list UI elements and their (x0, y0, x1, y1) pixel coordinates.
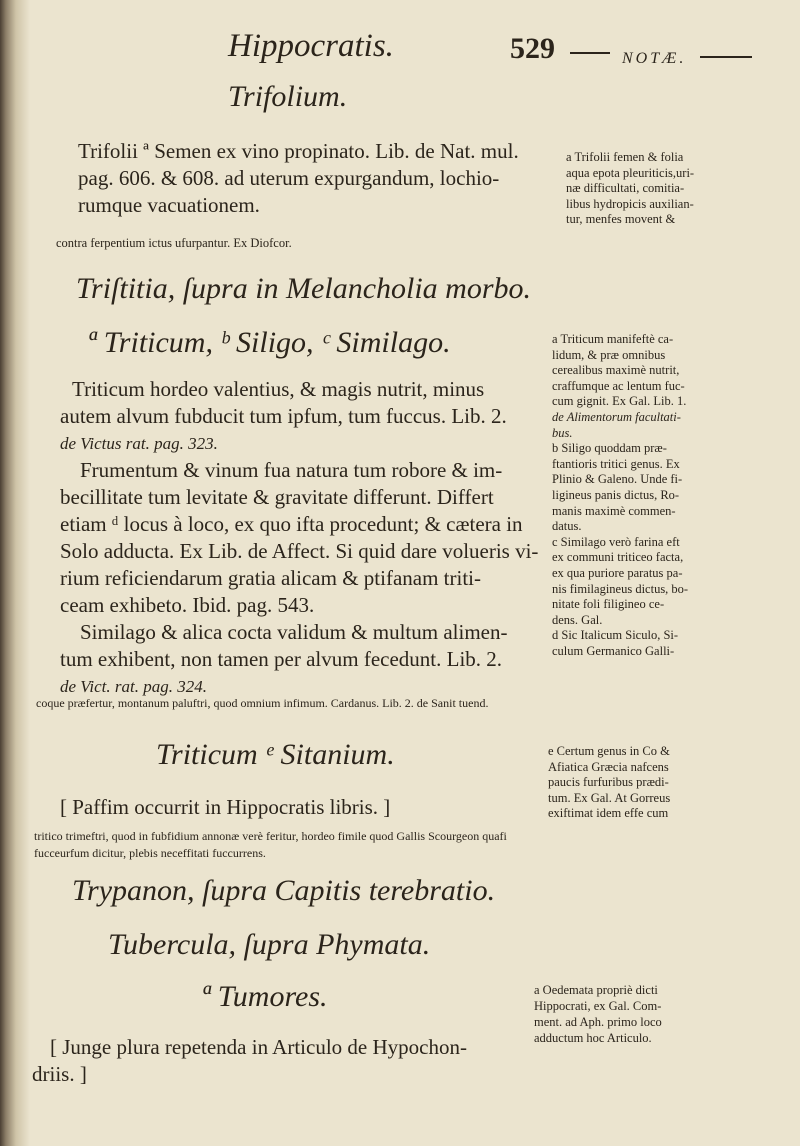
footnote-continuation-triticum: coque præfertur, montanum paluftri, quod omnium infimum. Cardanus. Lib. 2. de Sanit tuend. (36, 696, 489, 710)
note-line: a Oedemata propriè dicti (534, 983, 658, 997)
body-line: Triticum hordeo valentius, & magis nutrit, minus (72, 377, 485, 401)
body-line: etiam ᵈ locus à loco, ex quo ifta procedunt; & cætera in (60, 512, 523, 536)
body-line: Frumentum & vinum fua natura tum robore & im- (80, 458, 503, 482)
running-title: Hippocratis. (228, 28, 394, 64)
entry-body-triticum-sitanium: [ Paffim occurrit in Hippocratis libris. ] (60, 795, 391, 819)
body-line: becillitate tum levitate & gravitate differunt. Differt (60, 485, 494, 509)
side-note-sitanium (548, 744, 670, 822)
note-line: a Trifolii femen & folia (566, 150, 684, 164)
note-line: Hippocrati, ex Gal. Com- (534, 999, 662, 1013)
note-line: adductum hoc Articulo. (534, 1031, 652, 1045)
note-line: manis maximè commen- (552, 503, 676, 518)
entry-title-triticum-sitanium: Triticum ᵉ Sitanium. (156, 738, 395, 771)
note-line: cerealibus maximè nutrit, (552, 363, 680, 378)
note-line: nis fimilagineus dictus, bo- (552, 581, 689, 596)
entry-body-triticum (60, 376, 538, 700)
body-line: autem alvum fubducit tum ipfum, tum fuccus. Lib. 2. (60, 404, 507, 428)
entry-body-trifolium (78, 138, 519, 219)
note-line: næ difficultati, comitia- (566, 181, 685, 196)
note-line: dens. Gal. (552, 612, 603, 627)
footnote-continuation-sitanium (34, 828, 507, 862)
note-line: tum. Ex Gal. At Gorreus (548, 790, 671, 805)
note-line: bus. (552, 425, 573, 440)
entry-title-trypanon: Trypanon, ſupra Capitis terebratio. (72, 874, 496, 907)
entry-body-tumores (32, 1034, 467, 1088)
note-line: aqua epota pleuriticis,uri- (566, 165, 695, 180)
note-line: craffumque ac lentum fuc- (552, 378, 685, 393)
note-line: libus hydropicis auxilian- (566, 196, 694, 211)
note-line: Afiatica Græcia nafcens (548, 759, 669, 774)
note-line: culum Germanico Galli- (552, 643, 675, 658)
entry-title-tumores: ª Tumores. (202, 980, 328, 1013)
body-line: Similago & alica cocta validum & multum alimen- (80, 620, 508, 644)
entry-title-triticum: ª Triticum, ᵇ Siligo, ᶜ Similago. (88, 326, 451, 359)
footnote-continuation-trifolium: contra ferpentium ictus ufurpantur. Ex Diofcor. (56, 236, 292, 250)
header-rule-left (570, 52, 610, 54)
note-line: ftantioris tritici genus. Ex (552, 456, 680, 471)
note-line: ligineus panis dictus, Ro- (552, 487, 680, 502)
body-line: driis. ] (32, 1062, 87, 1086)
note-line: ex communi triticeo facta, (552, 550, 684, 565)
note-line: ment. ad Aph. primo loco (534, 1015, 662, 1029)
note-line: Plinio & Galeno. Unde fi- (552, 472, 683, 487)
note-line: ex qua puriore paratus pa- (552, 565, 683, 580)
book-gutter-shadow (0, 0, 30, 1146)
note-line: c Similago verò farina eft (552, 534, 680, 549)
note-line: a Triticum manifeftè ca- (552, 332, 674, 346)
body-line: rium reficiendarum gratia alicam & ptifanam triti- (60, 566, 481, 590)
page-number: 529 (510, 32, 555, 65)
body-line: [ Junge plura repetenda in Articulo de Hypochon- (50, 1035, 467, 1059)
side-note-triticum (552, 332, 688, 659)
note-line: b Siligo quoddam præ- (552, 441, 667, 456)
note-line: datus. (552, 519, 582, 534)
body-line: tum exhibent, non tamen per alvum fecedunt. Lib. 2. (60, 647, 503, 671)
note-line: de Alimentorum facultati- (552, 409, 681, 424)
body-line: ceam exhibeto. Ibid. pag. 543. (60, 593, 315, 617)
footnote-line: fucceurfum dicitur, plebis neceffitati fuccurrens. (34, 846, 266, 860)
notae-label: NOTÆ. (622, 50, 687, 67)
body-line: Solo adducta. Ex Lib. de Affect. Si quid dare volueris vi- (60, 539, 539, 563)
body-line: rumque vacuationem. (78, 193, 260, 217)
side-note-trifolium (566, 150, 694, 228)
note-line: tur, menfes movent & (566, 212, 676, 227)
body-line: de Vict. rat. pag. 324. (60, 677, 207, 696)
body-line: pag. 606. & 608. ad uterum expurgandum, lochio- (78, 166, 500, 190)
header-rule-right (700, 56, 752, 58)
note-line: cum gignit. Ex Gal. Lib. 1. (552, 394, 687, 409)
note-line: nitate foli filigineo ce- (552, 597, 665, 612)
footnote-line: tritico trimeftri, quod in fubfidium annonæ verè feritur, hordeo fimile quod Gallis Scourgeon quafi (34, 829, 507, 843)
entry-title-trifolium: Trifolium. (228, 80, 348, 113)
body-line: Trifolii ª Semen ex vino propinato. Lib. de Nat. mul. (78, 139, 519, 163)
note-line: exiftimat idem effe cum (548, 806, 669, 821)
note-line: lidum, & præ omnibus (552, 347, 666, 362)
note-line: e Certum genus in Co & (548, 744, 670, 758)
entry-title-tristitia: Triſtitia, ſupra in Melancholia morbo. (76, 272, 532, 305)
side-note-tumores (534, 982, 662, 1046)
note-line: paucis furfuribus prædi- (548, 775, 669, 790)
entry-title-tubercula: Tubercula, ſupra Phymata. (108, 928, 431, 961)
body-line: de Victus rat. pag. 323. (60, 434, 218, 453)
note-line: d Sic Italicum Siculo, Si- (552, 628, 679, 643)
